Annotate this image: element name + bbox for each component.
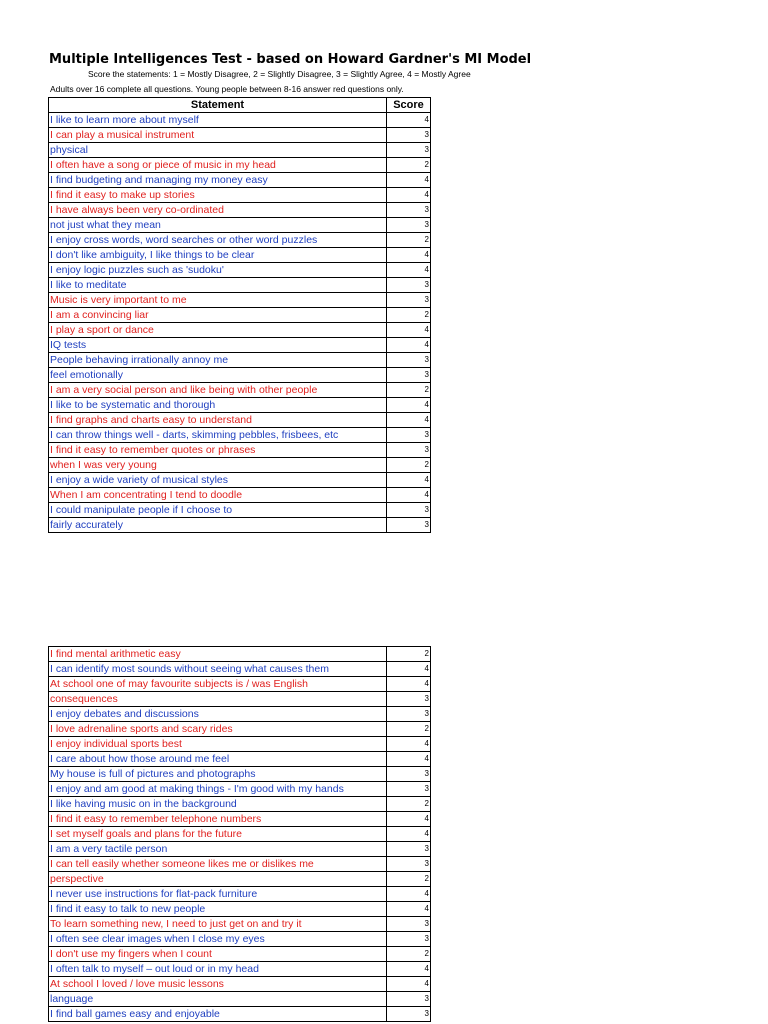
table-row	[49, 722, 431, 737]
score-cell[interactable]: 4	[387, 413, 431, 428]
statement-cell[interactable]: I can identify most sounds without seeing what causes them	[49, 662, 387, 677]
table-row	[49, 458, 431, 473]
score-cell[interactable]: 4	[387, 812, 431, 827]
table-row	[49, 278, 431, 293]
statement-cell[interactable]: feel emotionally	[49, 368, 387, 383]
table-row	[49, 812, 431, 827]
statement-cell[interactable]: At school one of may favourite subjects is / was English	[49, 677, 387, 692]
statement-cell[interactable]: I find it easy to remember quotes or phrases	[49, 443, 387, 458]
table-row	[49, 518, 431, 533]
statement-cell[interactable]: I often see clear images when I close my eyes	[49, 932, 387, 947]
score-cell[interactable]: 2	[387, 158, 431, 173]
table-row	[49, 932, 431, 947]
table-row	[49, 797, 431, 812]
page-title: Multiple Intelligences Test - based on Howard Gardner's MI Model	[49, 52, 532, 67]
table-row	[49, 977, 431, 992]
table-header-row	[49, 98, 431, 113]
table-row	[49, 143, 431, 158]
table-row	[49, 353, 431, 368]
statement-cell[interactable]: People behaving irrationally annoy me	[49, 353, 387, 368]
statement-cell[interactable]: I am a very social person and like being with other people	[49, 383, 387, 398]
table-row	[49, 842, 431, 857]
score-cell[interactable]: 3	[387, 203, 431, 218]
table-row	[49, 398, 431, 413]
score-cell[interactable]: 2	[387, 458, 431, 473]
score-cell[interactable]: 4	[387, 398, 431, 413]
score-cell[interactable]: 2	[387, 383, 431, 398]
statement-cell[interactable]: I can tell easily whether someone likes me or dislikes me	[49, 857, 387, 872]
table-row	[49, 767, 431, 782]
scoring-legend: Score the statements: 1 = Mostly Disagree, 2 = Slightly Disagree, 3 = Slightly Agree, 4 = Mostly Agree	[88, 69, 471, 79]
statement-cell[interactable]: I care about how those around me feel	[49, 752, 387, 767]
score-cell[interactable]: 4	[387, 338, 431, 353]
statement-cell[interactable]: physical	[49, 143, 387, 158]
score-cell[interactable]: 4	[387, 473, 431, 488]
score-cell[interactable]: 3	[387, 707, 431, 722]
table-row	[49, 692, 431, 707]
statement-cell[interactable]: consequences	[49, 692, 387, 707]
table-row	[49, 368, 431, 383]
statement-cell[interactable]: I enjoy logic puzzles such as 'sudoku'	[49, 263, 387, 278]
table-row	[49, 188, 431, 203]
score-cell[interactable]: 4	[387, 488, 431, 503]
statement-cell[interactable]: My house is full of pictures and photographs	[49, 767, 387, 782]
table-row	[49, 293, 431, 308]
score-cell[interactable]: 3	[387, 932, 431, 947]
statement-cell[interactable]: IQ tests	[49, 338, 387, 353]
table-row	[49, 308, 431, 323]
table-row	[49, 962, 431, 977]
score-cell[interactable]: 2	[387, 947, 431, 962]
table-row	[49, 662, 431, 677]
score-cell[interactable]: 3	[387, 218, 431, 233]
instructions: Adults over 16 complete all questions. Young people between 8-16 answer red questions only.	[50, 84, 404, 94]
table-row	[49, 707, 431, 722]
score-cell[interactable]: 3	[387, 278, 431, 293]
table-row	[49, 338, 431, 353]
score-cell[interactable]: 3	[387, 842, 431, 857]
statement-cell[interactable]: I don't use my fingers when I count	[49, 947, 387, 962]
table-row	[49, 413, 431, 428]
table-row	[49, 992, 431, 1007]
table-row	[49, 647, 431, 662]
score-cell[interactable]: 4	[387, 752, 431, 767]
table-row	[49, 917, 431, 932]
score-cell[interactable]: 4	[387, 887, 431, 902]
table-row	[49, 158, 431, 173]
statement-cell[interactable]: I set myself goals and plans for the future	[49, 827, 387, 842]
score-cell[interactable]: 2	[387, 722, 431, 737]
statement-cell[interactable]: not just what they mean	[49, 218, 387, 233]
table-row	[49, 827, 431, 842]
score-cell[interactable]: 4	[387, 263, 431, 278]
table-row	[49, 248, 431, 263]
statement-cell[interactable]: I enjoy debates and discussions	[49, 707, 387, 722]
statement-cell[interactable]: To learn something new, I need to just get on and try it	[49, 917, 387, 932]
table-row	[49, 113, 431, 128]
statement-cell[interactable]: I like to meditate	[49, 278, 387, 293]
table-row	[49, 677, 431, 692]
statement-cell[interactable]: I find budgeting and managing my money easy	[49, 173, 387, 188]
statement-cell[interactable]: At school I loved / love music lessons	[49, 977, 387, 992]
score-cell[interactable]: 3	[387, 692, 431, 707]
score-cell[interactable]: 3	[387, 368, 431, 383]
score-cell[interactable]: 2	[387, 308, 431, 323]
table-row	[49, 323, 431, 338]
statement-cell[interactable]: I love adrenaline sports and scary rides	[49, 722, 387, 737]
score-cell[interactable]: 3	[387, 917, 431, 932]
table-row	[49, 233, 431, 248]
score-cell[interactable]: 4	[387, 827, 431, 842]
score-cell[interactable]: 4	[387, 248, 431, 263]
table-row	[49, 782, 431, 797]
score-cell[interactable]: 3	[387, 428, 431, 443]
statement-cell[interactable]: I never use instructions for flat-pack furniture	[49, 887, 387, 902]
score-cell[interactable]: 4	[387, 323, 431, 338]
statement-cell[interactable]: I like having music on in the background	[49, 797, 387, 812]
statement-cell[interactable]: I find it easy to talk to new people	[49, 902, 387, 917]
table-row	[49, 1007, 431, 1022]
score-cell[interactable]: 3	[387, 782, 431, 797]
table-row	[49, 752, 431, 767]
table-row	[49, 737, 431, 752]
score-cell[interactable]: 3	[387, 1007, 431, 1022]
statement-cell[interactable]: I find graphs and charts easy to understand	[49, 413, 387, 428]
table-row	[49, 218, 431, 233]
score-cell[interactable]: 3	[387, 143, 431, 158]
table-row	[49, 173, 431, 188]
statement-cell[interactable]: I am a convincing liar	[49, 308, 387, 323]
score-cell[interactable]: 4	[387, 962, 431, 977]
score-header: Score	[387, 98, 431, 113]
statement-cell[interactable]: fairly accurately	[49, 518, 387, 533]
table-row	[49, 203, 431, 218]
statement-cell[interactable]: I find it easy to remember telephone numbers	[49, 812, 387, 827]
table-row	[49, 473, 431, 488]
score-cell[interactable]: 3	[387, 518, 431, 533]
statement-cell[interactable]: I enjoy cross words, word searches or other word puzzles	[49, 233, 387, 248]
table-row	[49, 383, 431, 398]
score-cell[interactable]: 3	[387, 767, 431, 782]
statement-cell[interactable]: I enjoy and am good at making things - I'm good with my hands	[49, 782, 387, 797]
statement-cell[interactable]: I find ball games easy and enjoyable	[49, 1007, 387, 1022]
table-row	[49, 857, 431, 872]
statement-header: Statement	[49, 98, 387, 113]
statement-cell[interactable]: I am a very tactile person	[49, 842, 387, 857]
table-row	[49, 503, 431, 518]
table-row	[49, 887, 431, 902]
score-cell[interactable]: 3	[387, 293, 431, 308]
statement-cell[interactable]: I like to learn more about myself	[49, 113, 387, 128]
statements-table-1	[48, 97, 431, 533]
score-cell[interactable]: 4	[387, 677, 431, 692]
statement-cell[interactable]: I can play a musical instrument	[49, 128, 387, 143]
score-cell[interactable]: 3	[387, 857, 431, 872]
statement-cell[interactable]: I often talk to myself – out loud or in my head	[49, 962, 387, 977]
statement-cell[interactable]: when I was very young	[49, 458, 387, 473]
score-cell[interactable]: 4	[387, 173, 431, 188]
statement-cell[interactable]: I like to be systematic and thorough	[49, 398, 387, 413]
table-row	[49, 902, 431, 917]
table-row	[49, 872, 431, 887]
score-cell[interactable]: 2	[387, 872, 431, 887]
statement-cell[interactable]: I enjoy individual sports best	[49, 737, 387, 752]
statement-cell[interactable]: I can throw things well - darts, skimming pebbles, frisbees, etc	[49, 428, 387, 443]
score-cell[interactable]: 3	[387, 992, 431, 1007]
score-cell[interactable]: 4	[387, 737, 431, 752]
statements-table-2	[48, 646, 431, 1022]
score-cell[interactable]: 3	[387, 353, 431, 368]
score-cell[interactable]: 4	[387, 902, 431, 917]
score-cell[interactable]: 2	[387, 233, 431, 248]
score-cell[interactable]: 4	[387, 188, 431, 203]
statement-cell[interactable]: I often have a song or piece of music in my head	[49, 158, 387, 173]
statement-cell[interactable]: I play a sport or dance	[49, 323, 387, 338]
statement-cell[interactable]: I don't like ambiguity, I like things to be clear	[49, 248, 387, 263]
statement-cell[interactable]: I find mental arithmetic easy	[49, 647, 387, 662]
score-cell[interactable]: 3	[387, 128, 431, 143]
table-row	[49, 128, 431, 143]
score-cell[interactable]: 4	[387, 662, 431, 677]
statement-cell[interactable]: Music is very important to me	[49, 293, 387, 308]
score-cell[interactable]: 2	[387, 647, 431, 662]
statement-cell[interactable]: I could manipulate people if I choose to	[49, 503, 387, 518]
statement-cell[interactable]: When I am concentrating I tend to doodle	[49, 488, 387, 503]
statement-cell[interactable]: perspective	[49, 872, 387, 887]
score-cell[interactable]: 2	[387, 797, 431, 812]
table-row	[49, 947, 431, 962]
table-row	[49, 263, 431, 278]
statement-cell[interactable]: I find it easy to make up stories	[49, 188, 387, 203]
table-row	[49, 428, 431, 443]
statement-cell[interactable]: I enjoy a wide variety of musical styles	[49, 473, 387, 488]
score-cell[interactable]: 3	[387, 503, 431, 518]
table-row	[49, 443, 431, 458]
score-cell[interactable]: 4	[387, 113, 431, 128]
statement-cell[interactable]: I have always been very co-ordinated	[49, 203, 387, 218]
statement-cell[interactable]: language	[49, 992, 387, 1007]
table-row	[49, 488, 431, 503]
score-cell[interactable]: 3	[387, 443, 431, 458]
score-cell[interactable]: 4	[387, 977, 431, 992]
